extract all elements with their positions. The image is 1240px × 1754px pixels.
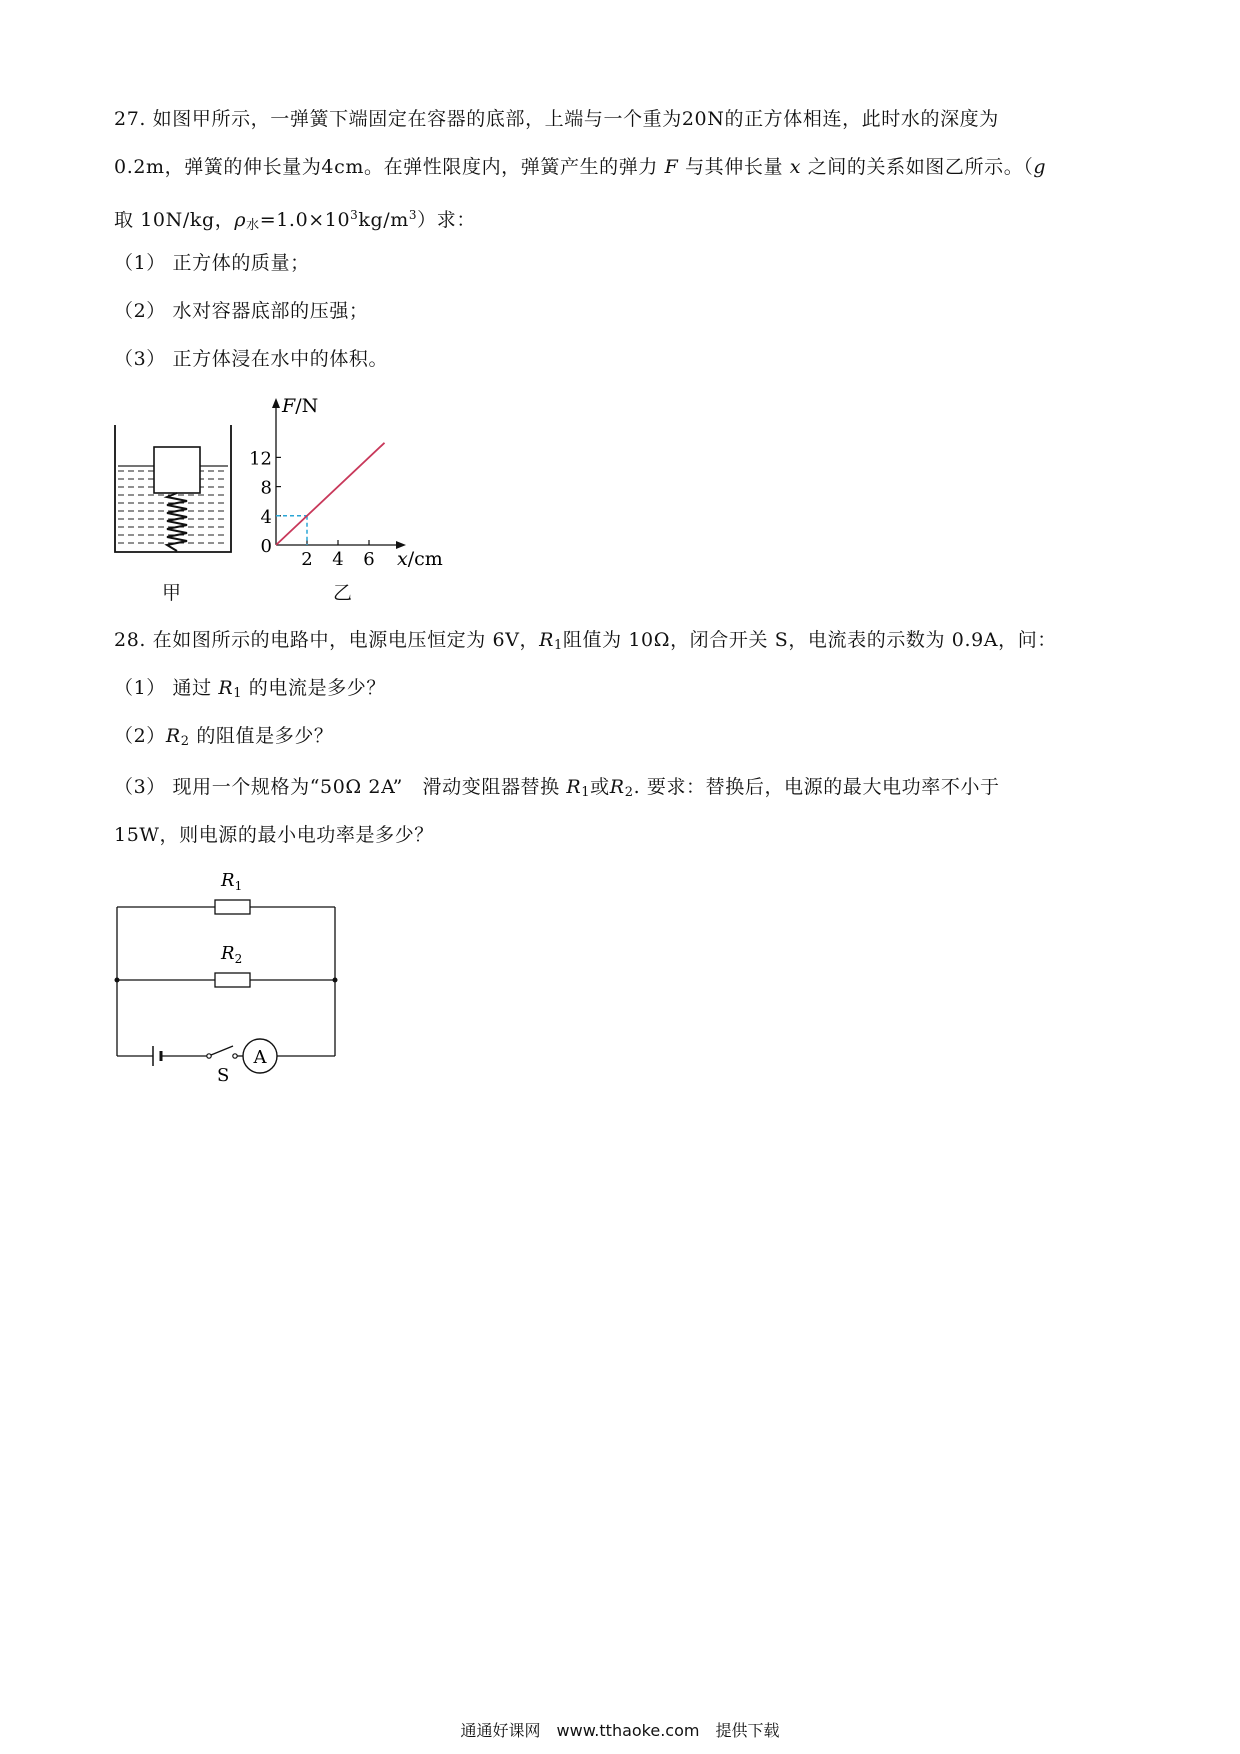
q28-sub3-line2: 15W，则电源的最小电功率是多少？ [114,824,434,846]
cube [154,447,200,493]
y-tick-label: 0 [260,536,272,557]
q28-sub3: （3） 现用一个规格为“50Ω 2A” 滑动变阻器替换 $R_1$或$R_2$. 要求：替换后，电源的最大电功率不小于 [114,776,1000,800]
resistor-r1 [215,900,250,914]
junction-right [333,978,338,983]
series-line [276,443,385,545]
y-axis-arrow [272,398,280,408]
switch-label: S [217,1065,230,1086]
resistor-r2 [215,973,250,987]
fig-label-yi: 乙 [333,582,353,604]
q27-sub1: （1） 正方体的质量； [114,252,310,274]
q27-sub3: （3） 正方体浸在水中的体积。 [114,348,389,370]
q28-sub2: $(2)R_2$ 的阻值是多少？ [114,725,334,749]
x-tick-label: 2 [301,549,313,570]
y-tick-label: 8 [260,477,272,499]
r2-label: $R_2$ [221,943,243,966]
switch-blade [211,1046,233,1055]
q27-line2: 0.2m，弹簧的伸长量为4cm。在弹性限度内，弹簧产生的弹力 F 与其伸长量 x 之间的关系如图乙所示。（g [114,156,1047,178]
x-tick-label: 6 [363,549,375,570]
q28-sub1: （1） 通过 $R_1$ 的电流是多少？ [114,677,386,701]
fx-chart [240,390,460,575]
footer: 通通好课网 www.tthaoke.com 提供下载 [460,1721,780,1740]
q27-line1: 27. 如图甲所示，一弹簧下端固定在容器的底部，上端与一个重为20N的正方体相连，此时水的深度为 [114,108,999,130]
x-tick-label: 4 [332,549,344,570]
y-axis-label: F/N [282,395,319,417]
y-tick-label: 12 [249,448,272,470]
x-axis-label: x/cm [397,548,443,570]
junction-left [115,978,120,983]
container-figure [112,415,238,555]
y-tick-label: 4 [260,506,272,528]
q27-sub2: （2） 水对容器底部的压强； [114,300,369,322]
circuit-diagram [105,862,350,1087]
fig-label-jia: 甲 [162,582,182,604]
q28-line1: 28. 在如图所示的电路中，电源电压恒定为 6V，$R_1$阻值为 10Ω，闭合开关 S，电流表的示数为 0.9A，问： [114,629,1057,653]
q27-line3: 取 10N/kg，$\rho_水=1.0\times 10^3kg/m^3$）求： [114,208,476,233]
r1-label: $R_1$ [221,870,243,893]
ammeter-label: A [253,1047,267,1068]
